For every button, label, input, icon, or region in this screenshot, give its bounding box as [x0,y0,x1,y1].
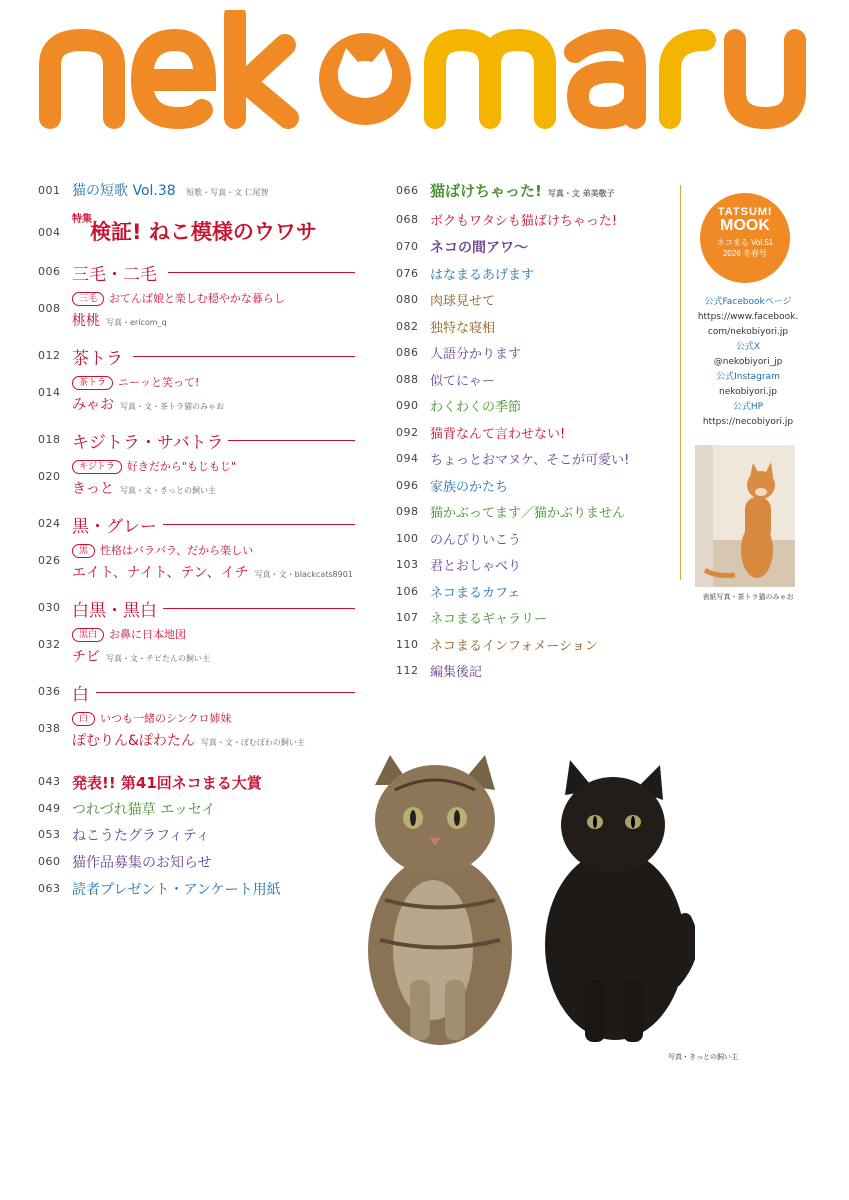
category-tag: キジトラ [72,460,122,474]
entry-title: 猫かぶってます／猫かぶりません [430,506,626,521]
page-number: 068 [396,213,419,226]
instagram-handle[interactable]: nekobiyori.jp [719,387,777,397]
page-number: 024 [38,517,61,530]
section-rule [163,608,355,609]
cover-caption: 表紙写真・茶トラ猫のみゃお [702,593,794,601]
section-title: 黒・グレー [72,517,157,537]
entry-title: 猫の短歌 Vol.38 [72,183,176,199]
cat-name: きっと [72,481,114,497]
social-links [688,295,808,430]
page-number: 014 [38,386,61,399]
page-number: 107 [396,611,419,624]
page-number: 012 [38,349,61,362]
badge-line4: 2026 冬春号 [722,249,768,258]
page-number: 106 [396,585,419,598]
entry-credit: 短歌・写真・文 仁尾智 [186,188,269,197]
entry-title: のんびりいこう [430,533,522,548]
page-number: 036 [38,685,61,698]
entry-subtitle: ニーッと笑って! [118,376,200,389]
entry-title: ネコの間アワ〜 [430,240,528,256]
page-number: 043 [38,775,61,788]
entry-title: はなまるあげます [430,268,535,283]
masthead-logo [30,10,820,130]
page-number: 001 [38,184,61,197]
entry-title: 猫作品募集のお知らせ [72,855,212,871]
page-number: 032 [38,638,61,651]
section-rule [168,272,355,273]
entry-subtitle: 性格はバラバラ、だから楽しい [100,544,254,557]
section-title: キジトラ・サバトラ [72,433,224,453]
category-tag: 黒 [72,544,95,558]
cat-name: エイト、ナイト、テン、イチ [72,565,249,581]
entry-title: 読者プレゼント・アンケート用紙 [72,882,281,898]
entry-subtitle: いつも一緒のシンクロ姉妹 [100,712,232,725]
feature-title: 検証! ねこ模様のウワサ [90,220,317,244]
page-number: 006 [38,265,61,278]
homepage-url[interactable]: https://necobiyori.jp [702,417,794,427]
middle-toc [396,180,676,680]
entry-title: 君とおしゃべり [430,559,522,574]
facebook-url-line2[interactable]: com/nekobiyori.jp [707,327,789,337]
page-number: 020 [38,470,61,483]
page-number: 103 [396,558,419,571]
page-number: 094 [396,452,419,465]
entry-title: ネコまるカフェ [430,586,521,601]
page-number: 066 [396,184,419,197]
entry-credit: 写真・ericom_q [106,318,167,327]
x-label: 公式X [735,342,761,352]
section-rule [133,356,355,357]
entry-title: 独特な寝相 [430,321,496,336]
instagram-label: 公式Instagram [716,372,780,382]
page-number: 076 [396,267,419,280]
page-number: 004 [38,226,61,239]
page-number: 026 [38,554,61,567]
page-number: 112 [396,664,419,677]
entry-credit: 写真・文・チビたんの飼い主 [106,654,210,663]
cover-photo [695,445,795,587]
page-number: 053 [38,828,61,841]
entry-credit: 写真・文・blackcats8901 [254,570,353,579]
entry-title: 似てにゃー [430,374,495,389]
entry-subtitle: お鼻に日本地図 [109,628,187,641]
page-number: 088 [396,373,419,386]
entry-credit: 写真・文・ぽむぽわの飼い主 [200,738,305,747]
category-tag: 白 [72,712,95,726]
page-number: 008 [38,302,61,315]
entry-title: 猫ばけちゃった! [430,182,542,200]
page-number: 092 [396,426,419,439]
entry-title: つれづれ猫草 エッセイ [72,802,216,818]
entry-credit: 写真・文・茶トラ猫のみゃお [120,402,224,411]
entry-credit: 写真・文 弟美敬子 [547,189,615,198]
page-number: 070 [396,240,419,253]
section-title: 白 [72,685,89,705]
feature-label: 特集 [72,214,92,225]
page-number: 096 [396,479,419,492]
page-number: 060 [38,855,61,868]
entry-title: 家族のかたち [430,480,509,495]
black-cat [545,760,691,1042]
section-rule [163,524,355,525]
entry-credit: 写真・文・きっとの飼い主 [120,486,216,495]
page-number: 086 [396,346,419,359]
tabby-cat [368,755,512,1045]
entry-title: ボクもワタシも猫ばけちゃった! [430,214,618,229]
cat-name: チビ [72,649,100,665]
page-number: 018 [38,433,61,446]
cat-name: みゃお [72,397,114,413]
badge-line1: TATSUMI [717,206,773,218]
page-number: 110 [396,638,419,651]
entry-title: 肉球見せて [430,294,496,309]
page-number: 080 [396,293,419,306]
page-number: 049 [38,802,61,815]
entry-subtitle: おてんば娘と楽しむ穏やかな暮らし [109,292,285,305]
section-rule [228,440,355,441]
entry-title: 編集後記 [430,665,483,680]
page-number: 100 [396,532,419,545]
column-divider [680,185,681,580]
facebook-url-line1[interactable]: https://www.facebook. [697,312,799,322]
left-toc [38,180,358,900]
page-number: 038 [38,722,61,735]
category-tag: 茶トラ [72,376,113,390]
cats-caption: 写真・きっとの飼い主 [668,1053,738,1061]
entry-subtitle: 好きだから"もじもじ" [126,460,237,473]
entry-title: 猫背なんて言わせない! [430,427,566,442]
entry-title: 人語分かります [430,347,522,362]
entry-title: ねこうたグラフィティ [72,828,210,844]
homepage-label: 公式HP [732,402,764,412]
x-handle[interactable]: @nekobiyori_jp [713,357,783,367]
entry-title: わくわくの季節 [430,400,522,415]
page-number: 063 [38,882,61,895]
entry-title: ネコまるインフォメーション [430,639,598,654]
section-rule [96,692,355,693]
facebook-label: 公式Facebookページ [704,297,792,307]
badge-line3: ネコまる Vol.51 [716,238,774,247]
entry-title: 発表!! 第41回ネコまる大賞 [72,774,262,792]
entry-title: ネコまるギャラリー [430,612,548,627]
cat-name: 桃桃 [72,313,100,329]
page-number: 090 [396,399,419,412]
section-title: 三毛・二毛 [72,265,157,285]
two-cats-photo [355,750,695,1050]
section-title: 茶トラ [72,349,123,369]
page-number: 098 [396,505,419,518]
badge-line2: MOOK [720,217,770,234]
section-title: 白黒・黒白 [72,601,157,621]
entry-title: ちょっとおマヌケ、そこが可愛い! [430,453,630,468]
page-number: 030 [38,601,61,614]
cat-name: ぽむりん&ぽわたん [72,733,195,749]
page-number: 082 [396,320,419,333]
tatsumi-mook-badge [700,193,790,283]
category-tag: 黒白 [72,628,104,642]
category-tag: 三毛 [72,292,104,306]
